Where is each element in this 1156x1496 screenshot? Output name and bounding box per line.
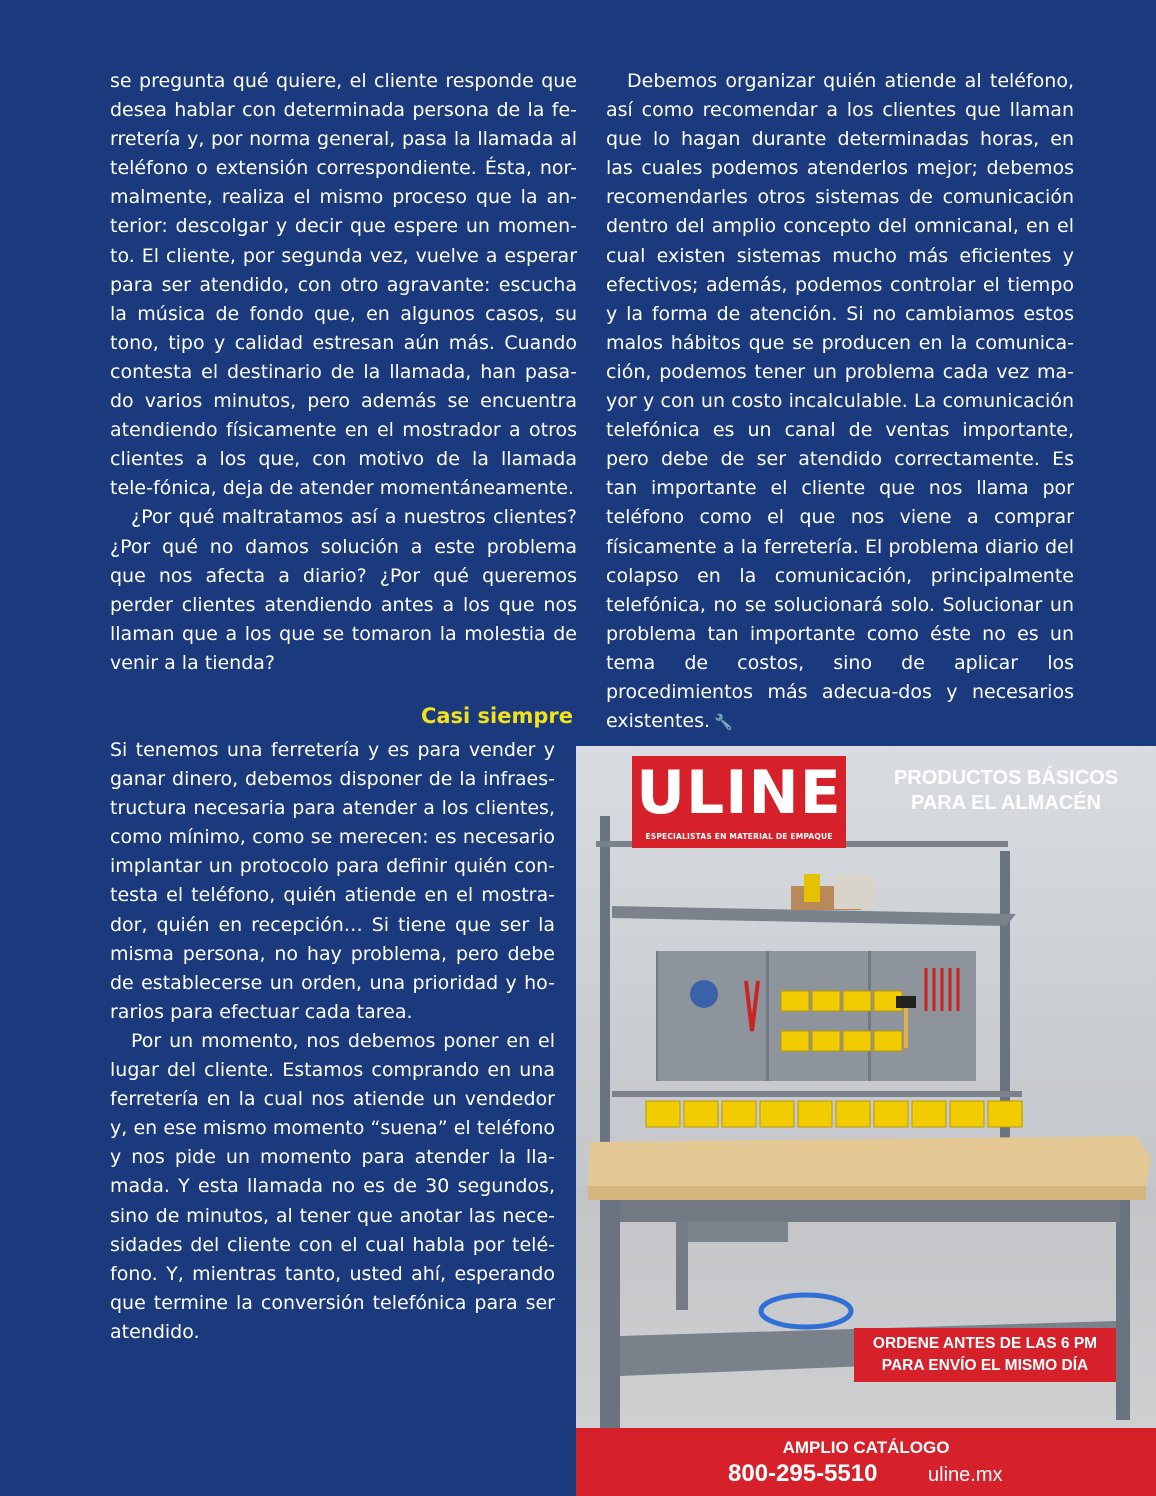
uline-logo: [632, 756, 846, 848]
section-subheading: Casi siempre: [420, 704, 573, 728]
website-link[interactable]: uline.mx: [928, 1464, 1003, 1486]
ad-headline: [876, 766, 1136, 816]
paragraph: [606, 67, 1074, 737]
logo-tagline: ESPECIALISTAS EN MATERIAL DE EMPAQUE: [645, 832, 833, 841]
uline-advertisement[interactable]: [576, 746, 1156, 1496]
wrench-icon: 🔧: [714, 713, 733, 732]
workbench-illustration: [576, 746, 1156, 1496]
paragraph: Si tenemos una ferretería y es para vender y ganar dinero, debemos disponer de la infraes-tructura necesaria para atender a los clientes, como mínimo, como se merecen: es necesario implantar un protocolo para definir quién con-testa el teléfono, quién atiende en el mostra-dor, quién en recepción… Si tiene que ser la misma persona, no hay problema, pero debe de establecerse un orden, una prioridad y ho-rarios para efectuar cada tarea.: [110, 739, 555, 1023]
same-day-shipping-badge: [854, 1328, 1116, 1382]
logo-text: ULINE: [636, 758, 842, 828]
catalog-label: AMPLIO CATÁLOGO: [782, 1438, 950, 1457]
left-column-top: [110, 67, 577, 678]
paragraph: Por un momento, nos debemos poner en el lugar del cliente. Estamos comprando en una ferretería en la cual nos atiende un vendedor y, en ese mismo momento “suena” el teléfono y nos pide un momento para atender la lla-mada. Y esta llamada no es de 30 segundos, sino de minutos, al tener que anotar las nece-sidades del cliente con el cual habla por telé-fono. Y, mientras tanto, usted ahí, esperando que termine la conversión telefónica para ser atendido.: [110, 1029, 555, 1343]
promo-line1: ORDENE ANTES DE LAS 6 PM: [872, 1335, 1098, 1352]
ad-headline-line1: PRODUCTOS BÁSICOS: [893, 767, 1119, 789]
paragraph: se pregunta qué quiere, el cliente responde que desea hablar con determinada persona de la fe-rretería y, por norma general, pasa la llamada al teléfono o extensión correspondiente. Ésta, nor-malmente, realiza el mismo proceso que la an-terior: descolgar y decir que espere un momen-to. El cliente, por segunda vez, vuelve a esperar para ser atendido, con otro agravante: escucha la música de fondo que, en algunos casos, su tono, tipo y calidad estresan aún más. Cuando contesta el destinario de la llamada, han pasa-do varios minutos, pero además se encuentra atendiendo físicamente en el mostrador a otros clientes a los que, con motivo de la llamada tele-fónica, deja de atender momentáneamente.: [110, 70, 577, 500]
ad-footer: [576, 1428, 1156, 1496]
phone-number[interactable]: 800-295-5510: [728, 1460, 878, 1487]
paragraph-text: Debemos organizar quién atiende al teléfono, así como recomendar a los clientes que llaman que lo hagan durante determinadas horas, en las cuales podemos atenderlos mejor; debemos recomendarles otros sistemas de comunicación dentro del amplio concepto del omnicanal, en el cual existen sistemas mucho más eficientes y efectivos; además, podemos controlar el tiempo y la forma de atención. Si no cambiamos estos malos hábitos que se producen en la comunica-ción, podemos tener un problema cada vez ma-yor y con un costo incalculable. La comunicación telefónica es un canal de ventas importante, pero debe de ser atendido correctamente. Es tan importante el cliente que nos llama por teléfono como el que nos viene a comprar físicamente a la ferretería. El problema diario del colapso en la comunicación, principalmente telefónica, no se solucionará solo. Solucionar un problema tan importante como éste no es un tema de costos, sino de aplicar los procedimientos más adecua-dos y necesarios existentes.: [606, 70, 1074, 733]
ad-headline-line2: PARA EL ALMACÉN: [911, 792, 1101, 814]
promo-line2: PARA ENVÍO EL MISMO DÍA: [881, 1357, 1089, 1374]
paragraph: ¿Por qué maltratamos así a nuestros clientes? ¿Por qué no damos solución a este problema que nos afecta a diario? ¿Por qué queremos perder clientes atendiendo antes a los que nos llaman que a los que se tomaron la molestia de venir a la tienda?: [110, 506, 577, 674]
left-column-bottom: [110, 736, 555, 1347]
right-column: [606, 67, 1074, 737]
